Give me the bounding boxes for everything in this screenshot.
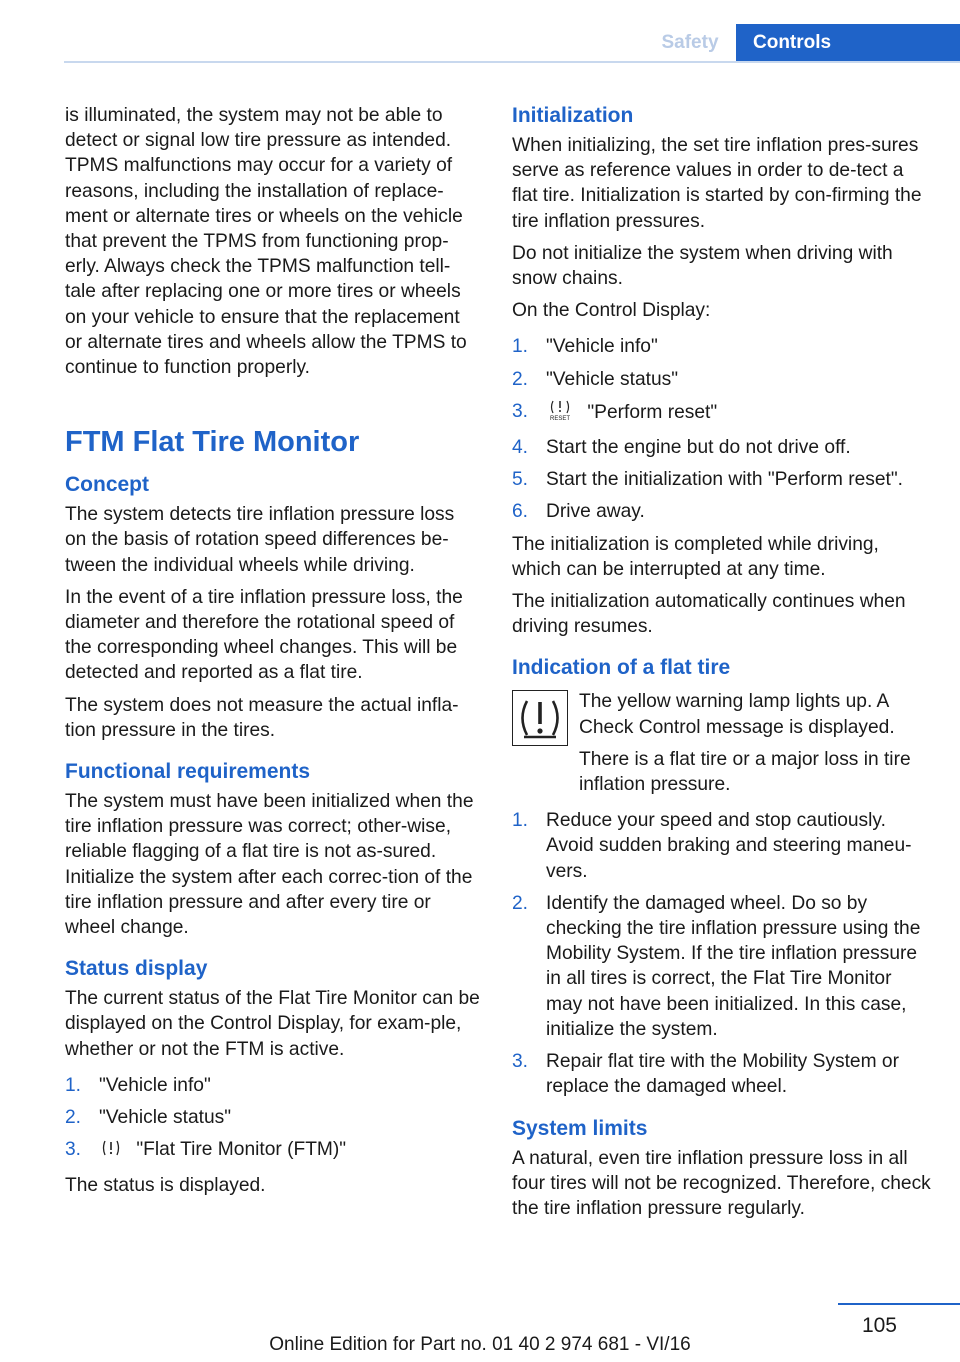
initialization-paragraph-5: The initialization automatically continues when driving resumes.	[512, 591, 906, 638]
initialization-heading: Initialization	[512, 104, 634, 127]
list-number: 1.	[65, 1074, 82, 1096]
svg-text:RESET: RESET	[549, 415, 571, 421]
page-header	[0, 0, 960, 64]
left-column	[65, 103, 480, 1205]
header-divider	[64, 61, 960, 63]
list-text: Reduce your speed and stop cautiously. Avoid sudden braking and steering maneu‐vers.	[546, 810, 912, 882]
initialization-paragraph-1: When initializing, the set tire inflation pres‐sures serve as reference values in order to de‐tect a flat tire. Initialization is started by con‐firming the tire inflation pressures.	[512, 135, 922, 232]
concept-heading: Concept	[65, 473, 149, 497]
list-text: "Vehicle status"	[99, 1107, 232, 1129]
initialization-steps-list	[512, 334, 932, 524]
list-number: 3.	[512, 400, 529, 422]
system-limits-paragraph: A natural, even tire inflation pressure loss in all four tires will not be recognized. Therefore, check the tire inflation pressure regularly.	[512, 1147, 931, 1219]
functional-requirements-paragraph: The system must have been initialized when the tire inflation pressure was correct; other‐wise, reliable flagging of a flat tire is not as‐sured. Initialize the system after each correc‐tion of the tire inflation pressure and after every tire or wheel change.	[65, 791, 474, 939]
list-text: "Perform reset"	[587, 401, 718, 423]
flat-tire-warning-icon	[512, 690, 568, 746]
tab-safety[interactable]: Safety	[661, 32, 719, 53]
list-item	[512, 367, 932, 392]
page-number: 105	[861, 1314, 897, 1337]
concept-paragraph-3: The system does not measure the actual infla‐tion pressure in the tires.	[65, 694, 459, 741]
initialization-paragraph-4: The initialization is completed while driving, which can be interrupted at any time.	[512, 533, 879, 580]
list-number: 1.	[512, 336, 529, 358]
list-text: "Vehicle status"	[546, 368, 679, 390]
status-steps-list	[65, 1073, 480, 1166]
section-title: FTM Flat Tire Monitor	[65, 426, 360, 459]
flat-tire-paragraph-2-text: There is a flat tire or a major loss in tire inflation pressure.	[579, 748, 911, 796]
flat-tire-warning-block	[512, 689, 932, 797]
initialization-paragraph-2: Do not initialize the system when driving with snow chains.	[512, 242, 893, 290]
list-number: 2.	[65, 1107, 82, 1129]
list-text: Drive away.	[546, 501, 645, 523]
list-text: "Vehicle info"	[546, 336, 658, 358]
list-text: Start the engine but do not drive off.	[546, 437, 851, 459]
intro-paragraph: is illuminated, the system may not be able to detect or signal low tire pressure as intended. TPMS malfunctions may occur for a variety of reasons, including the installation of replace‐ment or alternate tires or wheels on the vehicle that prevent the TPMS from functioning prop‐erly. Always check the TPMS malfunction tell‐tale after replacing one or more tires or wheels on your vehicle to ensure that the replacement or alternate tires and wheels allow the TPMS to continue to function properly.	[65, 105, 467, 379]
list-number: 4.	[512, 437, 529, 459]
status-result-paragraph: The status is displayed.	[65, 1174, 266, 1196]
list-number: 1.	[512, 810, 529, 832]
list-number: 3.	[512, 1051, 529, 1073]
list-text: Repair flat tire with the Mobility System or replace the damaged wheel.	[546, 1051, 899, 1098]
list-text: Start the initialization with "Perform reset".	[546, 469, 904, 491]
flat-tire-steps-list	[512, 808, 932, 1099]
list-item	[512, 891, 932, 1042]
edition-footer: Online Edition for Part no. 01 40 2 974 681 - VI/16	[269, 1334, 691, 1355]
concept-paragraph-2: In the event of a tire inflation pressure loss, the diameter and therefore the rotational speed of the corresponding wheel changes. This will be detected and reported as a flat tire.	[65, 586, 463, 684]
status-display-paragraph: The current status of the Flat Tire Monitor can be displayed on the Control Display, for exam‐ple, whether or not the FTM is active.	[65, 988, 480, 1060]
tire-warning-icon	[101, 1138, 121, 1165]
list-item	[512, 808, 932, 884]
list-number: 2.	[512, 368, 529, 390]
list-number: 3.	[65, 1139, 82, 1161]
list-item	[65, 1073, 480, 1098]
list-number: 5.	[512, 469, 529, 491]
list-item	[65, 1137, 480, 1165]
tab-controls[interactable]: Controls	[736, 24, 960, 63]
flat-tire-heading: Indication of a flat tire	[512, 656, 731, 680]
list-item	[512, 1049, 932, 1099]
system-limits-heading: System limits	[512, 1116, 648, 1140]
list-item	[512, 435, 932, 460]
concept-paragraph-1: The system detects tire inflation pressure loss on the basis of rotation speed differences be‐tween the individual wheels while driving.	[65, 504, 455, 576]
list-number: 2.	[512, 892, 529, 914]
list-number: 6.	[512, 501, 529, 523]
right-column	[512, 103, 932, 1228]
tire-reset-icon	[548, 399, 572, 428]
list-item	[512, 499, 932, 524]
functional-requirements-heading: Functional requirements	[65, 760, 311, 784]
footer-divider	[838, 1303, 960, 1305]
list-text: "Vehicle info"	[99, 1074, 211, 1096]
list-item	[512, 334, 932, 359]
flat-tire-paragraph-2	[512, 747, 932, 797]
flat-tire-paragraph-1: The yellow warning lamp lights up. A Check Control message is displayed.	[579, 691, 895, 738]
list-text: Identify the damaged wheel. Do so by checking the tire inflation pressure using the Mobility System. If the tire inflation pressure in all tires is correct, the Flat Tire Monitor may not have been initialized. In this case, initialize the system.	[546, 892, 921, 1040]
status-display-heading: Status display	[65, 957, 208, 981]
initialization-paragraph-3: On the Control Display:	[512, 300, 711, 322]
list-item	[512, 399, 932, 428]
list-text: "Flat Tire Monitor (FTM)"	[136, 1139, 347, 1161]
list-item	[512, 467, 932, 492]
list-item	[65, 1105, 480, 1130]
